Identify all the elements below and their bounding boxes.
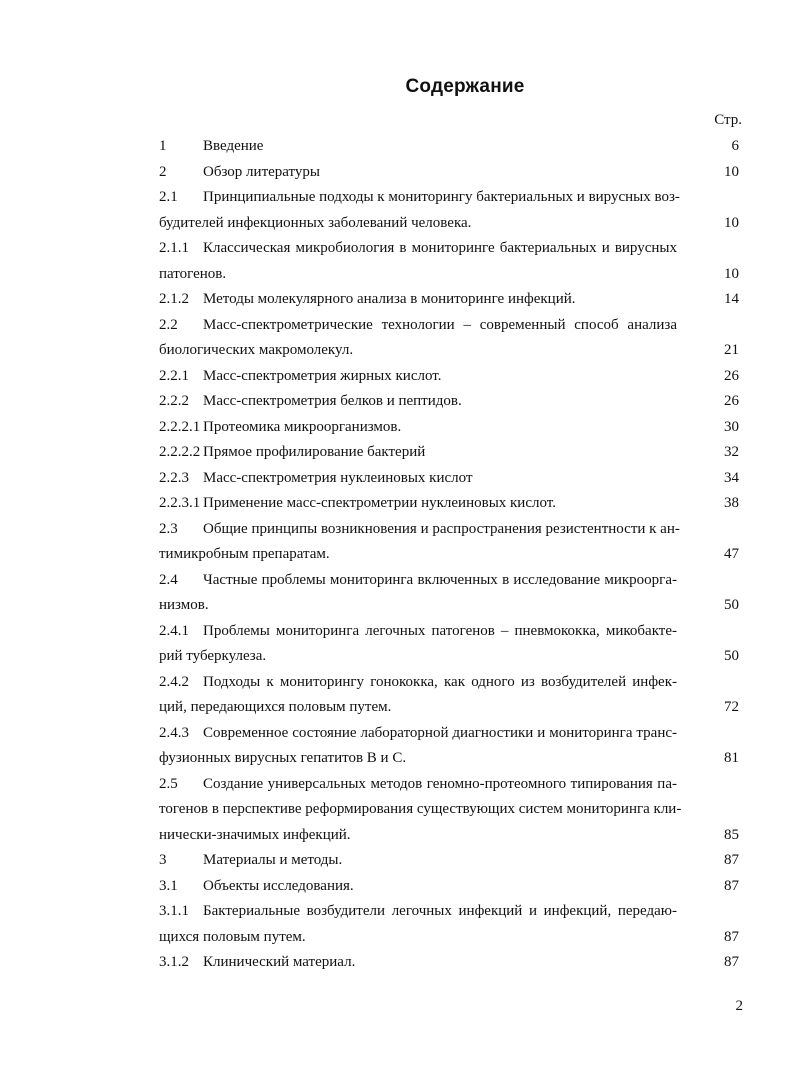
toc-entry-title: Проблемы мониторинга легочных патогенов – пневмококка, микобакте-	[203, 622, 677, 639]
toc-entry-title-continued: нически-значимых инфекций.	[159, 826, 351, 843]
toc-entry-title: Подходы к мониторингу гонококка, как одного из возбудителей инфек-	[203, 673, 677, 690]
toc-entry-line	[159, 517, 739, 543]
toc-entry-title: Принципиальные подходы к мониторингу бактериальных и вирусных воз-	[203, 189, 680, 205]
toc-entry-number: 2.2.2.1	[159, 418, 201, 435]
toc-entry-page: 26	[724, 393, 739, 409]
toc-entry-line	[159, 950, 739, 976]
toc-entry-line	[159, 287, 739, 313]
toc-entry-line	[159, 160, 739, 186]
toc-entry-title-continued: биологических макромолекул.	[159, 342, 354, 358]
toc-entry	[159, 670, 739, 721]
toc-entry-page: 81	[724, 750, 739, 766]
toc-entry	[159, 415, 739, 441]
toc-entry-page: 26	[724, 367, 739, 384]
toc-entry-number: 2.5	[159, 775, 178, 792]
toc-entry-page: 6	[731, 138, 739, 154]
toc-entry-number: 3.1.1	[159, 903, 189, 919]
toc-entry-title: Масс-спектрометрия нуклеиновых кислот	[203, 469, 473, 486]
toc-entry-number: 2.3	[159, 520, 178, 537]
toc-entry	[159, 389, 739, 415]
toc-entry	[159, 160, 739, 186]
table-of-contents	[159, 134, 739, 976]
toc-entry	[159, 899, 739, 950]
toc-entry-line	[159, 491, 739, 517]
toc-entry-number: 2.4.1	[159, 622, 189, 639]
toc-entry-number: 1	[159, 138, 167, 154]
toc-entry-page: 30	[724, 418, 739, 435]
toc-entry-title: Обзор литературы	[203, 163, 320, 180]
toc-entry	[159, 874, 739, 900]
toc-entry-line	[159, 364, 739, 390]
toc-entry-title: Масс-спектрометрия белков и пептидов.	[203, 393, 462, 409]
footer-page-number: 2	[735, 998, 743, 1014]
toc-entry-number: 2.2.1	[159, 367, 189, 384]
toc-entry-line	[159, 874, 739, 900]
toc-entry-line	[159, 695, 739, 721]
toc-entry-line	[159, 262, 739, 288]
toc-entry-line	[159, 236, 739, 262]
toc-entry-page: 10	[724, 163, 739, 180]
toc-entry-title: Методы молекулярного анализа в мониторинге инфекций.	[203, 291, 576, 307]
toc-entry	[159, 185, 739, 236]
page-title: Содержание	[405, 76, 525, 97]
toc-entry-title-continued: тогенов в перспективе реформирования существующих систем мониторинга кли-	[159, 801, 682, 817]
toc-entry-line	[159, 848, 739, 874]
toc-entry-title: Материалы и методы.	[203, 852, 343, 868]
toc-entry-title: Бактериальные возбудители легочных инфекций и инфекций, передаю-	[203, 903, 677, 919]
toc-entry-title-continued: щихся половым путем.	[159, 928, 306, 945]
toc-entry-title: Применение масс-спектрометрии нуклеиновых кислот.	[203, 495, 556, 511]
toc-entry-number: 2.4	[159, 571, 178, 588]
toc-entry-line	[159, 721, 739, 747]
toc-entry	[159, 364, 739, 390]
toc-entry-title: Общие принципы возникновения и распространения резистентности к ан-	[203, 520, 680, 537]
toc-entry	[159, 236, 739, 287]
toc-entry-title: Частные проблемы мониторинга включенных в исследование микроорга-	[203, 571, 677, 588]
toc-entry-line	[159, 797, 739, 823]
toc-entry-line	[159, 134, 739, 160]
toc-entry-line	[159, 593, 739, 619]
toc-entry-number: 2.2.3.1	[159, 495, 201, 511]
toc-entry-number: 2.2.2.2	[159, 444, 201, 460]
toc-entry-line	[159, 185, 739, 211]
toc-entry-title-continued: низмов.	[159, 597, 209, 613]
toc-entry-number: 2.1.1	[159, 240, 189, 256]
toc-entry-number: 3.1	[159, 877, 178, 894]
toc-entry-title-continued: фузионных вирусных гепатитов В и С.	[159, 750, 407, 766]
toc-entry-title: Современное состояние лабораторной диагностики и мониторинга транс-	[203, 724, 677, 741]
toc-entry	[159, 568, 739, 619]
toc-entry-title-continued: рий туберкулеза.	[159, 648, 267, 664]
toc-entry-number: 2.2	[159, 316, 178, 333]
toc-entry-line	[159, 619, 739, 645]
toc-entry	[159, 950, 739, 976]
toc-entry-line	[159, 899, 739, 925]
toc-entry-line	[159, 670, 739, 696]
toc-entry-title: Протеомика микроорганизмов.	[203, 418, 402, 435]
toc-entry-number: 2	[159, 163, 167, 180]
toc-entry-line	[159, 313, 739, 339]
toc-entry-page: 50	[724, 597, 739, 613]
toc-entry-page: 87	[724, 954, 739, 970]
toc-entry-line	[159, 644, 739, 670]
toc-entry-line	[159, 568, 739, 594]
toc-entry	[159, 440, 739, 466]
toc-entry	[159, 721, 739, 772]
toc-entry-page: 21	[724, 342, 739, 358]
toc-entry-title-continued: патогенов.	[159, 265, 227, 282]
toc-entry-title: Создание универсальных методов геномно-протеомного типирования па-	[203, 775, 677, 792]
toc-entry-number: 3	[159, 852, 167, 868]
toc-entry-title: Масс-спектрометрические технологии – современный способ анализа	[203, 316, 677, 333]
toc-entry-page: 72	[724, 699, 739, 715]
toc-entry-title: Введение	[203, 138, 264, 154]
page-column-header: Стр.	[714, 112, 742, 128]
toc-entry-title-continued: тимикробным препаратам.	[159, 546, 330, 562]
toc-entry-title-continued: ций, передающихся половым путем.	[159, 699, 392, 715]
toc-entry-page: 87	[724, 928, 739, 945]
toc-entry-page: 85	[724, 826, 739, 843]
toc-entry-line	[159, 823, 739, 849]
toc-entry-page: 32	[724, 444, 739, 460]
toc-entry	[159, 134, 739, 160]
toc-entry	[159, 517, 739, 568]
toc-entry-page: 10	[724, 265, 739, 282]
toc-entry-title: Масс-спектрометрия жирных кислот.	[203, 367, 442, 384]
toc-entry-number: 3.1.2	[159, 954, 189, 970]
toc-entry-page: 14	[724, 291, 739, 307]
toc-entry-line	[159, 925, 739, 951]
toc-entry	[159, 466, 739, 492]
toc-entry-title: Объекты исследования.	[203, 877, 354, 894]
toc-entry-page: 87	[724, 877, 739, 894]
toc-entry	[159, 491, 739, 517]
toc-entry	[159, 287, 739, 313]
toc-entry-page: 87	[724, 852, 739, 868]
toc-entry-page: 10	[724, 214, 739, 231]
toc-entry-page: 34	[724, 469, 739, 486]
toc-entry-page: 50	[724, 648, 739, 664]
toc-entry-title: Классическая микробиология в мониторинге бактериальных и вирусных	[203, 240, 677, 256]
toc-entry-line	[159, 772, 739, 798]
toc-entry-number: 2.2.2	[159, 393, 189, 409]
toc-entry-line	[159, 542, 739, 568]
toc-entry-line	[159, 746, 739, 772]
toc-entry-title: Прямое профилирование бактерий	[203, 444, 426, 460]
toc-entry-page: 38	[724, 495, 739, 511]
toc-entry	[159, 313, 739, 364]
toc-entry-number: 2.4.3	[159, 724, 189, 741]
toc-entry-number: 2.2.3	[159, 469, 189, 486]
toc-entry-line	[159, 211, 739, 237]
toc-entry-page: 47	[724, 546, 739, 562]
toc-entry-number: 2.1.2	[159, 291, 189, 307]
toc-entry-line	[159, 415, 739, 441]
toc-entry-number: 2.1	[159, 189, 178, 205]
toc-entry-line	[159, 338, 739, 364]
toc-entry	[159, 848, 739, 874]
toc-entry-line	[159, 466, 739, 492]
toc-entry-line	[159, 389, 739, 415]
toc-entry-title-continued: будителей инфекционных заболеваний человека.	[159, 214, 472, 231]
toc-entry	[159, 619, 739, 670]
toc-entry-title: Клинический материал.	[203, 954, 356, 970]
toc-entry	[159, 772, 739, 849]
toc-entry-number: 2.4.2	[159, 673, 189, 690]
toc-entry-line	[159, 440, 739, 466]
